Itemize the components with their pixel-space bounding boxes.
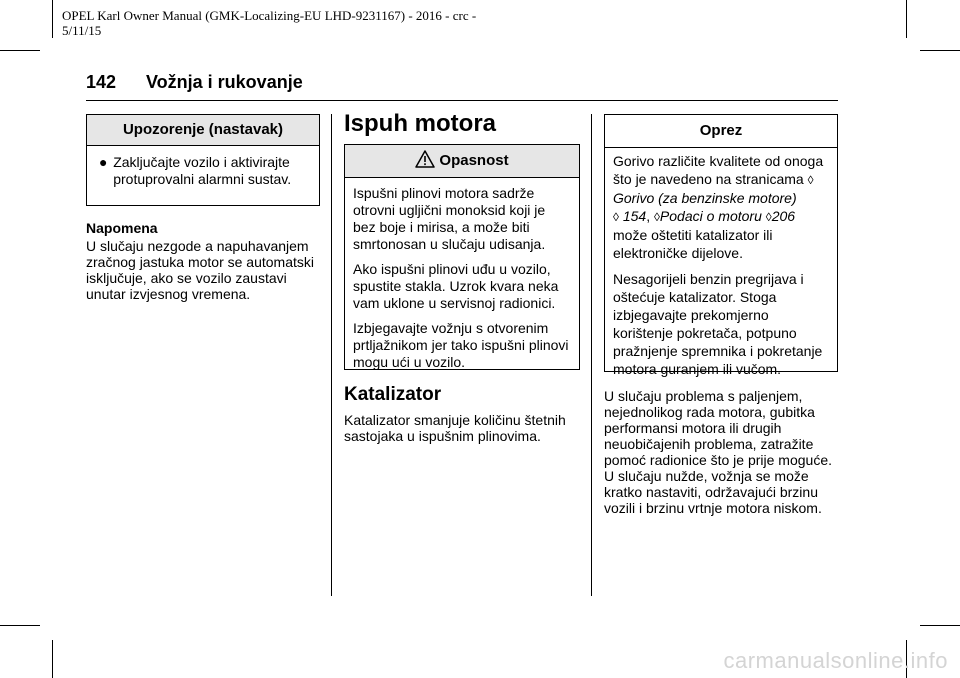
- xref-page[interactable]: 154: [622, 208, 647, 224]
- watermark: carmanualsonline.info: [723, 648, 948, 673]
- page-ref-icon: ◊: [613, 210, 619, 224]
- caution-paragraph: Gorivo različite kvalitete od onoga što je navedeno na stranicama ◊ Gorivo (za benzinske motore) ◊ 154, ◊Podaci o motoru ◊206 može oštetiti katalizator ili elektroničke dijelove.: [613, 153, 824, 261]
- bullet-item: [97, 154, 309, 188]
- xref-title: Gorivo (za benzinske motore): [613, 190, 797, 206]
- body-text: U slučaju problema s paljenjem, nejednolikog rada motora, gubitka performansi motora ili drugih neuobičajenih problema, zatražite pomoć radionice što je prije moguće. U slučaju nužde, vožnja se može kratko nastaviti, održavajući brzinu vozili i brzinu vrtnje motora niskom.: [604, 388, 833, 516]
- warning-triangle-icon: [415, 150, 435, 168]
- page-header: [86, 72, 303, 93]
- column-divider: [331, 114, 332, 596]
- crop-mark: [52, 640, 53, 678]
- box-title: Upozorenje (nastavak): [87, 115, 319, 146]
- danger-paragraph: Ako ispušni plinovi uđu u vozilo, spustite stakla. Uzrok kvara neka vam uklone u servisnoj radionici.: [353, 261, 559, 311]
- caution-box: [604, 114, 838, 377]
- note-label: Napomena: [86, 220, 158, 236]
- crop-mark: [0, 50, 40, 51]
- caution-text: može oštetiti katalizator ili elektroničke dijelove.: [613, 227, 773, 261]
- bullet-icon: ●: [99, 154, 108, 170]
- crop-mark: [52, 0, 53, 38]
- page-ref-icon: ◊: [765, 210, 772, 224]
- caution-paragraph: Nesagorijeli benzin pregrijava i oštećuje katalizator. Stoga izbjegavajte prekomjerno korištenje pokretača, potpuno pražnjenje spremnika i pokretanje motora guranjem ili vučom.: [613, 271, 823, 377]
- danger-title: Opasnost: [439, 152, 509, 169]
- box-title: [345, 145, 579, 178]
- section-heading: Ispuh motora: [344, 110, 497, 137]
- danger-paragraph: Ispušni plinovi motora sadrže otrovni ugljični monoksid koji je bez boje i mirisa, a može biti smrtonosan u slučaju udisanja.: [353, 185, 546, 252]
- subheading: Katalizator: [344, 384, 442, 405]
- caution-text: Gorivo različite kvalitete od onoga što je navedeno na stranicama: [613, 153, 824, 187]
- page-ref-icon: ◊: [653, 210, 660, 224]
- crop-mark: [906, 0, 907, 38]
- danger-box: [344, 144, 580, 370]
- body-text: Katalizator smanjuje količinu štetnih sastojaka u ispušnim plinovima.: [344, 412, 566, 444]
- page-number: 142: [86, 72, 117, 92]
- danger-paragraph: Izbjegavajte vožnju s otvorenim prtljažnikom jer tako ispušni plinovi mogu ući u vozilo.: [353, 320, 569, 370]
- caution-title: Oprez: [605, 115, 837, 148]
- bullet-text: Zaključajte vozilo i aktivirajte protuprovalni alarmni sustav.: [113, 154, 292, 187]
- crop-mark: [920, 625, 960, 626]
- page-ref-icon: ◊: [807, 173, 814, 187]
- column-divider: [591, 114, 592, 596]
- print-header-date: 5/11/15: [62, 23, 102, 38]
- header-rule: [86, 100, 838, 101]
- note-text: U slučaju nezgode a napuhavanjem zračnog jastuka motor se automatski isključuje, ako se vozilo zaustavi unutar izvjesnog vremena.: [86, 238, 314, 302]
- xref-page[interactable]: 206: [771, 208, 796, 224]
- xref-title: Podaci o motoru: [659, 208, 762, 224]
- print-header-line: OPEL Karl Owner Manual (GMK-Localizing-EU LHD-9231167) - 2016 - crc -: [62, 8, 477, 23]
- print-header: [62, 8, 522, 38]
- section-title: Vožnja i rukovanje: [146, 72, 303, 92]
- crop-mark: [920, 50, 960, 51]
- warning-continued-box: [86, 114, 320, 206]
- crop-mark: [0, 625, 40, 626]
